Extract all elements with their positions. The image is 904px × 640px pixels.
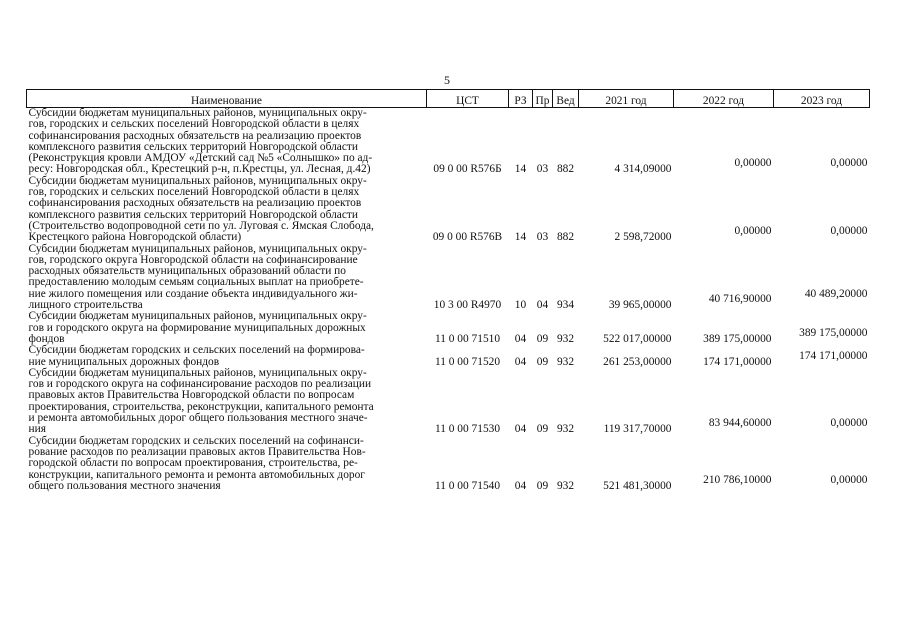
row-2021: 4 314,09000 xyxy=(614,163,672,176)
page-number: 5 xyxy=(444,73,450,87)
row-name-line: проектирования, строительства, реконструкции, капитального ремонта xyxy=(28,400,374,413)
row-2021: 521 481,30000 xyxy=(603,479,672,492)
table-row xyxy=(27,345,870,368)
row-name xyxy=(27,108,427,176)
row-name xyxy=(27,368,427,436)
row-2022: 210 786,10000 xyxy=(703,473,772,486)
table-row xyxy=(27,244,870,312)
row-ved: 934 xyxy=(556,299,575,312)
row-2021: 39 965,00000 xyxy=(608,299,672,312)
row-2023: 0,00000 xyxy=(830,473,868,486)
row-name-line: ние муниципальных дорожных фондов xyxy=(28,355,220,368)
row-name-line: городской области по вопросам проектирования, строительства, ре- xyxy=(28,457,358,470)
row-name-line: Субсидии бюджетам городских и сельских поселений на формирова- xyxy=(28,344,365,357)
row-2021: 261 253,00000 xyxy=(603,355,672,368)
header-2022: 2022 год xyxy=(674,90,774,108)
table-row xyxy=(27,108,870,176)
row-name-line: комплексного развития сельских территорий Новгородской области xyxy=(28,208,358,221)
header-name: Наименование xyxy=(27,90,427,108)
row-name xyxy=(27,176,427,244)
row-name-line: гов, городских и сельских поселений Новгородской области в целях xyxy=(28,118,360,131)
row-2022: 174 171,00000 xyxy=(703,355,772,368)
row-name-line: Субсидии бюджетам городских и сельских поселений на софинанси- xyxy=(28,434,364,447)
row-name-line: правовых актов Правительства Новгородской области по вопросам xyxy=(28,389,355,402)
row-name-line: Субсидии бюджетам муниципальных районов, муниципальных окру- xyxy=(28,366,367,379)
table-row xyxy=(27,436,870,492)
row-rz: 10 xyxy=(514,299,527,312)
header-ved: Вед xyxy=(553,90,579,108)
row-name-line: ние жилого помещения или создание объекта индивидуального жи- xyxy=(28,287,358,300)
row-ved: 932 xyxy=(556,423,575,436)
budget-table xyxy=(26,89,870,492)
row-name-line: Субсидии бюджетам муниципальных районов, муниципальных окру- xyxy=(28,174,367,187)
row-pr: 09 xyxy=(536,355,549,368)
row-rz: 04 xyxy=(514,355,527,368)
row-rz: 14 xyxy=(514,231,527,244)
row-name-line: Субсидии бюджетам муниципальных районов, муниципальных окру- xyxy=(28,310,367,323)
row-2023: 40 489,20000 xyxy=(804,288,868,301)
row-cst: 09 0 00 R576В xyxy=(432,231,503,244)
row-name-line: гов и городского округа на софинансирование расходов по реализации xyxy=(28,378,372,391)
row-2023: 0,00000 xyxy=(830,417,868,430)
row-2022: 389 175,00000 xyxy=(703,332,772,345)
row-name-line: конструкции, капитального ремонта и ремонта автомобильных дорог xyxy=(28,468,365,481)
row-2023: 174 171,00000 xyxy=(799,349,868,362)
header-2021: 2021 год xyxy=(579,90,674,108)
row-rz: 04 xyxy=(514,479,527,492)
row-pr: 03 xyxy=(536,163,549,176)
row-cst: 10 3 00 R4970 xyxy=(433,299,502,312)
row-rz: 14 xyxy=(514,163,527,176)
header-rz: РЗ xyxy=(509,90,533,108)
row-name-line: ния xyxy=(28,423,46,436)
row-name-line: гов, городских и сельских поселений Новгородской области в целях xyxy=(28,186,360,199)
row-pr: 09 xyxy=(536,332,549,345)
row-cst: 11 0 00 71520 xyxy=(434,355,501,368)
row-2023: 0,00000 xyxy=(830,157,868,170)
row-pr: 09 xyxy=(536,423,549,436)
row-cst: 11 0 00 71530 xyxy=(434,423,501,436)
row-2021: 2 598,72000 xyxy=(614,231,672,244)
row-name xyxy=(27,244,427,312)
row-name-line: предоставлению молодым семьям социальных выплат на приобрете- xyxy=(28,276,364,289)
row-2022: 0,00000 xyxy=(734,157,772,170)
row-2022: 83 944,60000 xyxy=(708,417,772,430)
table-row xyxy=(27,311,870,345)
row-name-line: Субсидии бюджетам муниципальных районов, муниципальных окру- xyxy=(28,107,367,119)
row-ved: 932 xyxy=(556,355,575,368)
row-name xyxy=(27,311,427,345)
row-cst: 11 0 00 71540 xyxy=(434,479,501,492)
row-name-line: гов и городского округа на формирование муниципальных дорожных xyxy=(28,321,366,334)
row-name-line: Субсидии бюджетам муниципальных районов, муниципальных окру- xyxy=(28,242,367,255)
row-cst: 11 0 00 71510 xyxy=(434,332,501,345)
row-ved: 932 xyxy=(556,332,575,345)
row-rz: 04 xyxy=(514,332,527,345)
row-name-line: гов, городского округа Новгородской области на софинансирование xyxy=(28,253,358,266)
table-row xyxy=(27,176,870,244)
row-ved: 882 xyxy=(556,163,575,176)
row-name-line: софинансирования расходных обязательств на реализацию проектов xyxy=(28,129,362,142)
row-rz: 04 xyxy=(514,423,527,436)
row-2021: 522 017,00000 xyxy=(603,332,672,345)
header-2023: 2023 год xyxy=(774,90,870,108)
row-name-line: комплексного развития сельских территорий Новгородской области xyxy=(28,140,358,153)
header-cst: ЦСТ xyxy=(427,90,509,108)
row-cst: 09 0 00 R576Б xyxy=(433,163,502,176)
row-name xyxy=(27,436,427,492)
row-name-line: лищного строительства xyxy=(28,299,143,312)
row-2023: 389 175,00000 xyxy=(799,326,868,339)
row-name-line: (Реконструкция кровли АМДОУ «Детский сад №5 «Солнышко» по ад- xyxy=(28,152,373,165)
row-2022: 0,00000 xyxy=(734,225,772,238)
header-pr: Пр xyxy=(533,90,553,108)
row-2021: 119 317,70000 xyxy=(603,423,672,436)
row-name xyxy=(27,345,427,368)
row-name-line: ресу: Новгородская обл., Крестецкий р-н, п.Крестцы, ул. Лесная, д.42) xyxy=(28,163,371,176)
row-name-line: (Строительство водопроводной сети по ул. Луговая с. Ямская Слобода, xyxy=(28,219,374,232)
row-2022: 40 716,90000 xyxy=(708,293,772,306)
row-pr: 09 xyxy=(536,479,549,492)
table-row xyxy=(27,368,870,436)
row-name-line: и ремонта автомобильных дорог общего пользования местного значе- xyxy=(28,412,368,425)
row-name-line: фондов xyxy=(28,332,65,345)
row-name-line: софинансирования расходных обязательств на реализацию проектов xyxy=(28,197,362,210)
row-name-line: Крестецкого района Новгородской области) xyxy=(28,231,242,244)
row-name-line: рование расходов по реализации правовых актов Правительства Нов- xyxy=(28,445,366,458)
row-pr: 03 xyxy=(536,231,549,244)
row-ved: 882 xyxy=(556,231,575,244)
table-header-row xyxy=(27,90,870,108)
row-name-line: общего пользования местного значения xyxy=(28,479,221,492)
row-2023: 0,00000 xyxy=(830,225,868,238)
row-name-line: расходных обязательств муниципальных образований области по xyxy=(28,265,346,278)
row-pr: 04 xyxy=(536,299,549,312)
row-ved: 932 xyxy=(556,479,575,492)
